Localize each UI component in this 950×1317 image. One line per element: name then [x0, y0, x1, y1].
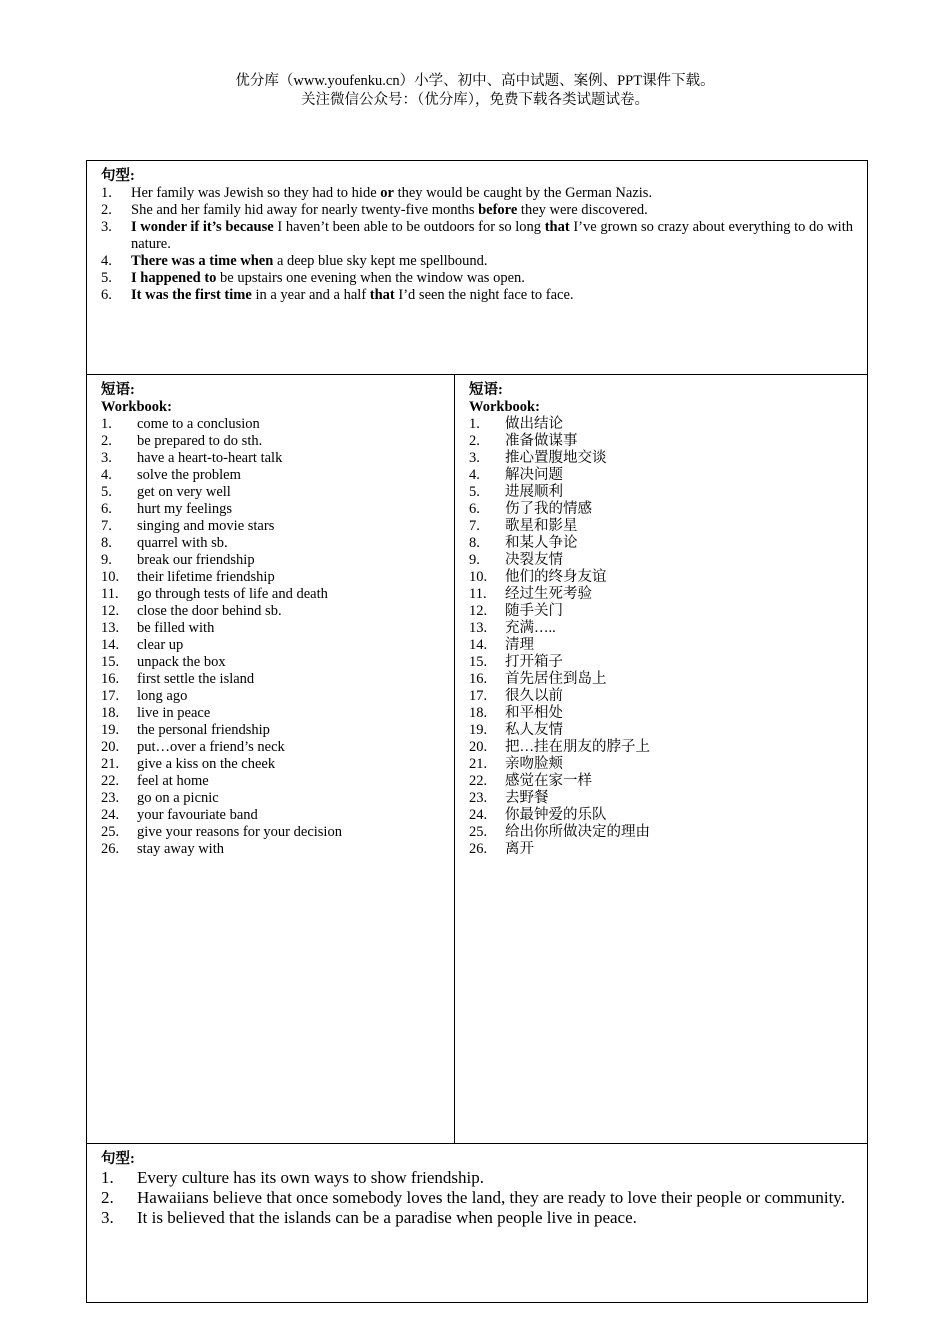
phrase-item: [469, 722, 853, 739]
phrase-item: [101, 518, 440, 535]
phrase-item: [101, 416, 440, 433]
item-number: 24.: [469, 807, 488, 823]
phrase-item: [101, 790, 440, 807]
workbook-label: Workbook:: [101, 399, 172, 415]
phrase-translation: 歌星和影星: [505, 518, 578, 534]
sentence-patterns-box-top: [86, 160, 868, 375]
item-number: 9.: [469, 552, 480, 568]
phrase-translation: 去野餐: [505, 790, 549, 806]
phrase-item: [469, 671, 853, 688]
phrase-list: [101, 416, 440, 858]
item-number: 8.: [469, 535, 480, 551]
text-fragment: in a year and a half: [251, 287, 370, 303]
text-fragment: I’ve grown so crazy about everything to do with nature.: [131, 219, 853, 252]
phrase-item: [469, 586, 853, 603]
phrase-item: [469, 654, 853, 671]
phrase-text: be filled with: [137, 620, 215, 636]
phrase-item: [469, 467, 853, 484]
phrase-item: [101, 637, 440, 654]
phrase-item: [101, 620, 440, 637]
sentence-text: It is believed that the islands can be a paradise when people live in peace.: [137, 1208, 637, 1227]
item-number: 4.: [101, 253, 112, 269]
item-number: 11.: [469, 586, 487, 602]
phrase-text: give your reasons for your decision: [137, 824, 342, 840]
sentence-patterns-box-bottom: [86, 1143, 868, 1303]
phrase-text: get on very well: [137, 484, 231, 500]
item-number: 6.: [101, 501, 112, 517]
phrase-text: first settle the island: [137, 671, 255, 687]
phrase-item: [469, 756, 853, 773]
item-number: 11.: [101, 586, 119, 602]
item-number: 15.: [101, 654, 120, 670]
phrase-item: [101, 484, 440, 501]
item-number: 13.: [101, 620, 120, 636]
phrase-item: [469, 739, 853, 756]
phrase-item: [101, 603, 440, 620]
item-number: 3.: [469, 450, 480, 466]
item-number: 24.: [101, 807, 120, 823]
item-number: 5.: [101, 270, 112, 286]
phrases-chinese-box: [454, 374, 868, 1144]
workbook-label: Workbook:: [469, 399, 540, 415]
item-number: 25.: [101, 824, 120, 840]
phrase-text: have a heart-to-heart talk: [137, 450, 283, 466]
sentence-item: [101, 1188, 853, 1208]
key-phrase: I wonder if it’s because: [131, 219, 274, 235]
item-number: 17.: [101, 688, 120, 704]
phrase-translation: 亲吻脸颊: [505, 756, 563, 772]
item-number: 20.: [469, 739, 488, 755]
sentence-item: [101, 287, 853, 304]
phrase-item: [101, 467, 440, 484]
phrase-text: be prepared to do sth.: [137, 433, 263, 449]
key-phrase: that: [544, 219, 570, 235]
key-phrase: before: [478, 202, 518, 218]
item-number: 10.: [101, 569, 120, 585]
phrase-text: put…over a friend’s neck: [137, 739, 285, 755]
item-number: 7.: [101, 518, 112, 534]
item-number: 2.: [101, 202, 112, 218]
phrase-translation: 把…挂在朋友的脖子上: [505, 739, 650, 755]
phrase-item: [469, 535, 853, 552]
item-number: 9.: [101, 552, 112, 568]
text-fragment: be upstairs one evening when the window was open.: [216, 270, 525, 286]
phrase-translation: 经过生死考验: [505, 586, 592, 602]
phrase-text: clear up: [137, 637, 184, 653]
sentence-text: [131, 202, 648, 218]
item-number: 18.: [469, 705, 488, 721]
key-phrase: I happened to: [131, 270, 217, 286]
item-number: 6.: [101, 287, 112, 303]
item-number: 4.: [469, 467, 480, 483]
phrase-item: [101, 722, 440, 739]
phrase-translation: 他们的终身友谊: [505, 569, 607, 585]
sentence-item: [101, 253, 853, 270]
phrase-text: singing and movie stars: [137, 518, 275, 534]
item-number: 5.: [469, 484, 480, 500]
phrase-item: [469, 637, 853, 654]
phrase-text: come to a conclusion: [137, 416, 260, 432]
phrase-item: [101, 841, 440, 858]
text-fragment: I’d seen the night face to face.: [394, 287, 574, 303]
phrase-text: quarrel with sb.: [137, 535, 228, 551]
phrase-item: [469, 688, 853, 705]
phrase-translation: 很久以前: [505, 688, 563, 704]
sentence-item: [101, 1168, 853, 1188]
phrases-english-box: [86, 374, 455, 1144]
phrase-translation: 离开: [505, 841, 534, 857]
phrase-text: their lifetime friendship: [137, 569, 275, 585]
sentence-item: [101, 219, 853, 253]
item-number: 3.: [101, 450, 112, 466]
text-fragment: they would be caught by the German Nazis.: [393, 185, 653, 201]
item-number: 2.: [101, 433, 112, 449]
phrase-item: [101, 705, 440, 722]
item-number: 7.: [469, 518, 480, 534]
phrase-item: [469, 603, 853, 620]
phrase-translation: 做出结论: [505, 416, 563, 432]
phrase-translation: 给出你所做决定的理由: [505, 824, 650, 840]
item-number: 8.: [101, 535, 112, 551]
item-number: 13.: [469, 620, 488, 636]
header-line-1: 优分库（www.youfenku.cn）小学、初中、高中试题、案例、PPT课件下载。: [235, 73, 715, 89]
sentence-list: [101, 185, 853, 304]
phrase-item: [101, 824, 440, 841]
phrase-item: [469, 841, 853, 858]
item-number: 23.: [469, 790, 488, 806]
item-number: 14.: [101, 637, 120, 653]
text-fragment: a deep blue sky kept me spellbound.: [273, 253, 488, 269]
phrase-list: [469, 416, 853, 858]
phrase-item: [101, 450, 440, 467]
phrase-text: break our friendship: [137, 552, 255, 568]
item-number: 2.: [469, 433, 480, 449]
phrase-item: [469, 773, 853, 790]
phrase-translation: 和平相处: [505, 705, 563, 721]
phrase-text: live in peace: [137, 705, 211, 721]
item-number: 21.: [101, 756, 120, 772]
phrase-text: give a kiss on the cheek: [137, 756, 276, 772]
item-number: 15.: [469, 654, 488, 670]
phrase-item: [469, 790, 853, 807]
phrase-item: [101, 773, 440, 790]
phrase-item: [101, 688, 440, 705]
sentence-text: [131, 270, 525, 286]
text-fragment: I haven’t been able to be outdoors for so long: [273, 219, 545, 235]
sentence-text: [131, 185, 652, 201]
phrase-translation: 清理: [505, 637, 534, 653]
item-number: 1.: [101, 185, 112, 201]
key-phrase: It was the first time: [131, 287, 252, 303]
sentence-item: [101, 270, 853, 287]
sentence-text: [131, 253, 488, 269]
phrase-translation: 你最钟爱的乐队: [505, 807, 607, 823]
phrase-item: [469, 552, 853, 569]
phrase-translation: 推心置腹地交谈: [505, 450, 607, 466]
item-number: 19.: [469, 722, 488, 738]
phrase-translation: 打开箱子: [505, 654, 563, 670]
phrase-item: [469, 416, 853, 433]
text-fragment: She and her family hid away for nearly twenty-five months: [131, 202, 479, 218]
item-number: 26.: [469, 841, 488, 857]
phrase-text: hurt my feelings: [137, 501, 233, 517]
phrase-item: [101, 569, 440, 586]
phrase-item: [469, 433, 853, 450]
key-phrase: or: [380, 185, 394, 201]
phrase-item: [101, 739, 440, 756]
header-line-2: 关注微信公众号：（优分库），免费下载各类试题试卷。: [301, 92, 649, 108]
section-title: 短语:: [469, 382, 503, 398]
phrase-item: [101, 671, 440, 688]
item-number: 17.: [469, 688, 488, 704]
key-phrase: There was a time when: [131, 253, 274, 269]
item-number: 1.: [101, 1168, 114, 1187]
section-title: 句型:: [101, 1151, 135, 1167]
phrase-item: [469, 705, 853, 722]
item-number: 4.: [101, 467, 112, 483]
item-number: 6.: [469, 501, 480, 517]
item-number: 1.: [469, 416, 480, 432]
sentence-text: [131, 287, 574, 303]
phrase-item: [101, 535, 440, 552]
sentence-item: [101, 202, 853, 219]
phrase-text: the personal friendship: [137, 722, 270, 738]
phrase-text: close the door behind sb.: [137, 603, 282, 619]
item-number: 5.: [101, 484, 112, 500]
phrase-item: [469, 501, 853, 518]
phrase-item: [469, 484, 853, 501]
item-number: 21.: [469, 756, 488, 772]
text-fragment: Her family was Jewish so they had to hide: [131, 185, 381, 201]
item-number: 14.: [469, 637, 488, 653]
phrase-translation: 决裂友情: [505, 552, 563, 568]
phrase-item: [101, 552, 440, 569]
phrase-text: your favouriate band: [137, 807, 258, 823]
phrase-translation: 私人友情: [505, 722, 563, 738]
phrase-text: solve the problem: [137, 467, 241, 483]
phrase-text: go through tests of life and death: [137, 586, 328, 602]
phrase-translation: 随手关门: [505, 603, 563, 619]
sentence-item: [101, 185, 853, 202]
sentence-text: Every culture has its own ways to show friendship.: [137, 1168, 485, 1187]
item-number: 12.: [469, 603, 488, 619]
phrase-item: [101, 586, 440, 603]
item-number: 22.: [101, 773, 120, 789]
item-number: 23.: [101, 790, 120, 806]
item-number: 3.: [101, 219, 112, 235]
sentence-list: [101, 1168, 853, 1228]
item-number: 2.: [101, 1188, 114, 1207]
item-number: 3.: [101, 1208, 114, 1227]
item-number: 10.: [469, 569, 488, 585]
sentence-text: [131, 219, 853, 252]
item-number: 22.: [469, 773, 488, 789]
phrase-item: [101, 654, 440, 671]
phrase-text: stay away with: [137, 841, 224, 857]
section-title: 句型:: [101, 168, 135, 184]
phrase-translation: 准备做谋事: [505, 433, 578, 449]
item-number: 16.: [469, 671, 488, 687]
key-phrase: that: [369, 287, 395, 303]
sentence-text: Hawaiians believe that once somebody loves the land, they are ready to love their people or community.: [137, 1188, 845, 1207]
phrase-text: unpack the box: [137, 654, 226, 670]
phrase-translation: 首先居住到岛上: [505, 671, 607, 687]
phrase-text: go on a picnic: [137, 790, 219, 806]
phrase-item: [101, 501, 440, 518]
item-number: 20.: [101, 739, 120, 755]
phrase-item: [469, 620, 853, 637]
item-number: 16.: [101, 671, 120, 687]
phrase-item: [101, 756, 440, 773]
text-fragment: they were discovered.: [517, 202, 648, 218]
phrase-item: [469, 824, 853, 841]
phrase-item: [469, 807, 853, 824]
phrase-translation: 解决问题: [505, 467, 563, 483]
item-number: 12.: [101, 603, 120, 619]
phrase-item: [469, 450, 853, 467]
phrase-item: [469, 518, 853, 535]
phrase-item: [469, 569, 853, 586]
item-number: 18.: [101, 705, 120, 721]
phrase-translation: 伤了我的情感: [505, 501, 592, 517]
phrase-translation: 进展顺利: [505, 484, 563, 500]
phrase-item: [101, 807, 440, 824]
phrase-text: feel at home: [137, 773, 209, 789]
phrase-text: long ago: [137, 688, 188, 704]
item-number: 26.: [101, 841, 120, 857]
item-number: 1.: [101, 416, 112, 432]
item-number: 25.: [469, 824, 488, 840]
phrase-item: [101, 433, 440, 450]
phrase-translation: 感觉在家一样: [505, 773, 592, 789]
item-number: 19.: [101, 722, 120, 738]
phrase-translation: 和某人争论: [505, 535, 578, 551]
sentence-item: [101, 1208, 853, 1228]
section-title: 短语:: [101, 382, 135, 398]
phrase-translation: 充满…..: [505, 620, 556, 636]
